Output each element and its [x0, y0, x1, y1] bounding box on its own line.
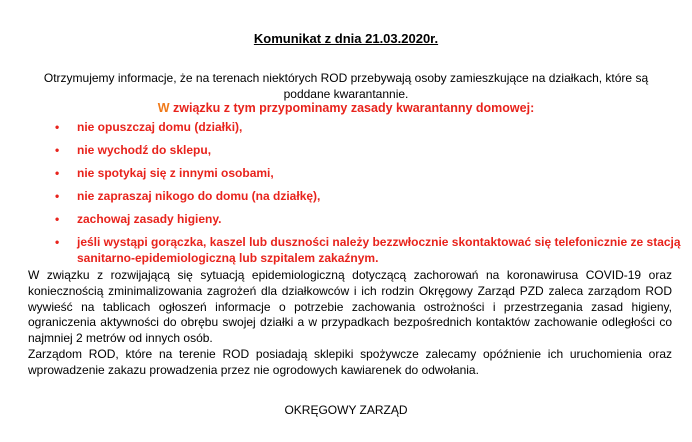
bullet-icon: • [55, 166, 60, 180]
signature: OKRĘGOWY ZARZĄD [284, 403, 408, 417]
bullet-icon: • [55, 143, 60, 157]
rule-text: nie opuszczaj domu (działki), [77, 120, 243, 134]
paragraph-shops: Zarządom ROD, które na terenie ROD posiadają sklepiki spożywcze zalecamy opóźnienie ich uruchomienia oraz wprowadzenie zakazu prowadzenia przez nie ogrodowych kawiarenek do odwołania. [28, 346, 672, 377]
list-item [40, 165, 685, 181]
page-title: Komunikat z dnia 21.03.2020r. [253, 31, 439, 46]
bullet-icon: • [55, 189, 60, 203]
paragraph-recommendations: W związku z rozwijającą się sytuacją epidemiologiczną dotyczącą zachorowań na koronawirusa COVID-19 oraz koniecznością zminimalizowania zagrożeń dla działkowców i ich rodzin Okręgowy Zarząd PZD zaleca zarządom ROD wywieść na tablicach ogłoszeń informacje o potrzebie zachowania ostrożności i przestrzegania zasad higieny, ograniczenia aktywności do obrębu swojej działki a w przypadkach bezpośrednich kontaktów zachowanie odległości co najmniej 2 metrów od innych osób. [28, 268, 672, 346]
rule-text: nie zapraszaj nikogo do domu (na działkę), [77, 189, 321, 203]
bullet-icon: • [55, 212, 60, 226]
list-item [40, 119, 685, 135]
rules-heading-text: związku z tym przypominamy zasady kwarantanny domowej: [169, 101, 535, 115]
rule-text: jeśli wystąpi gorączka, kaszel lub duszności należy bezzwłocznie skontaktować się telefonicznie ze stacją sanitarno-epidemiologiczną lub szpitalem zakaźnym. [77, 235, 681, 265]
rule-text: nie wychodź do sklepu, [77, 143, 212, 157]
intro-paragraph: Otrzymujemy informacje, że na terenach niektórych ROD przebywają osoby zamieszkujące na działkach, które są poddane kwarantannie. [43, 71, 649, 101]
bullet-icon: • [55, 120, 60, 134]
quarantine-rules-list [40, 119, 685, 266]
list-item [40, 211, 685, 227]
rules-heading-first-letter: W [157, 101, 170, 115]
bullet-icon: • [55, 235, 60, 249]
list-item [40, 188, 685, 204]
rules-heading [0, 101, 692, 115]
list-item [40, 234, 685, 266]
rule-text: zachowaj zasady higieny. [77, 212, 222, 226]
list-item [40, 142, 685, 158]
body-text [28, 268, 672, 379]
rule-text: nie spotykaj się z innymi osobami, [77, 166, 274, 180]
